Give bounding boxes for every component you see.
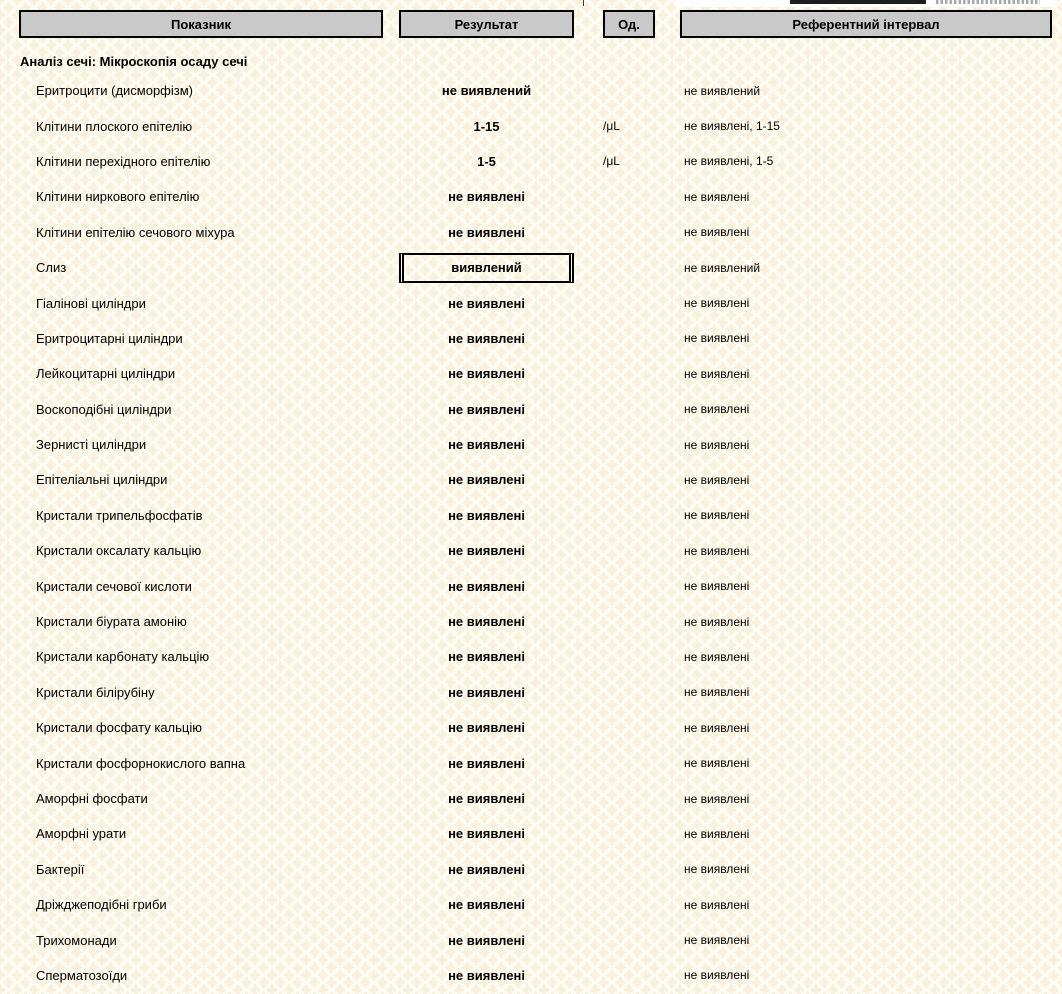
table-row [19, 710, 1052, 745]
row-result: не виявлені [448, 932, 525, 948]
row-indicator: Гіалінові циліндри [36, 295, 146, 311]
table-row [19, 887, 1052, 922]
row-indicator: Зернисті циліндри [36, 437, 147, 453]
row-reference: не виявлені [684, 296, 750, 311]
row-reference: не виявлені [684, 579, 750, 594]
table-row [19, 675, 1052, 710]
row-result: не виявлені [448, 507, 525, 523]
row-reference: не виявлені [684, 649, 750, 664]
column-header-unit: Од. [603, 10, 655, 38]
row-reference: не виявлені [684, 225, 750, 240]
row-result: не виявлені [448, 897, 525, 913]
row-reference: не виявлені [684, 189, 750, 204]
row-reference: не виявлені [684, 331, 750, 346]
row-result: виявлений [399, 253, 574, 283]
row-reference: не виявлені [684, 543, 750, 558]
row-result: не виявлений [441, 83, 532, 99]
row-indicator: Лейкоцитарні циліндри [36, 366, 176, 382]
row-unit: /μL [603, 154, 620, 169]
table-body [0, 73, 1062, 993]
row-reference: не виявлені [684, 826, 750, 841]
row-indicator: Кристали фосфату кальцію [36, 720, 202, 736]
table-row [19, 816, 1052, 851]
row-indicator: Воскоподібні циліндри [36, 401, 172, 417]
row-reference: не виявлений [684, 260, 761, 275]
row-indicator: Слиз [36, 260, 67, 276]
row-result: 1-15 [473, 118, 500, 134]
table-row [19, 781, 1052, 816]
row-reference: не виявлені [684, 862, 750, 877]
table-row [19, 356, 1052, 391]
row-result: не виявлені [448, 755, 525, 771]
row-reference: не виявлені [684, 933, 750, 948]
row-result: не виявлені [448, 543, 525, 559]
row-indicator: Кристали карбонату кальцію [36, 649, 210, 665]
row-indicator: Клітини ниркового епітелію [36, 189, 200, 205]
section-title: Аналіз сечі: Мікроскопія осаду сечі [20, 54, 248, 69]
column-header-result: Результат [399, 10, 574, 38]
table-row [19, 392, 1052, 427]
table-row [19, 745, 1052, 780]
table-row [19, 285, 1052, 320]
row-reference: не виявлені [684, 685, 750, 700]
row-reference: не виявлені [684, 756, 750, 771]
row-indicator: Кристали біурата амонію [36, 614, 187, 630]
table-row [19, 427, 1052, 462]
row-indicator: Епітеліальні циліндри [36, 472, 168, 488]
row-reference: не виявлені [684, 402, 750, 417]
row-indicator: Аморфні фосфати [36, 791, 148, 806]
row-result: не виявлені [448, 967, 525, 983]
table-row [19, 108, 1052, 143]
column-header-indicator: Показник [19, 10, 383, 38]
row-reference: не виявлені [684, 968, 750, 983]
cutoff-legend-caption-text [936, 0, 1040, 4]
cutoff-top-strip [0, 0, 1062, 8]
row-indicator: Кристали трипельфосфатів [36, 507, 203, 523]
table-row [19, 73, 1052, 108]
row-result: не виявлені [448, 295, 525, 311]
row-result: не виявлені [448, 472, 525, 488]
row-indicator: Дріжджеподібні гриби [36, 897, 167, 913]
row-reference: не виявлені [684, 614, 750, 629]
table-row [19, 922, 1052, 957]
row-result: не виявлені [448, 720, 525, 736]
row-indicator: Кристали сечової кислоти [36, 578, 192, 594]
table-row [19, 568, 1052, 603]
row-result: не виявлені [448, 366, 525, 382]
column-header-reference: Референтний інтервал [680, 10, 1052, 38]
row-unit: /μL [603, 119, 620, 134]
row-reference: не виявлені [684, 720, 750, 735]
row-reference: не виявлені [684, 437, 750, 452]
cutoff-legend-bar [790, 0, 926, 4]
row-result: не виявлені [448, 791, 525, 806]
row-indicator: Сперматозоїди [36, 967, 128, 983]
row-indicator: Аморфні урати [36, 826, 127, 842]
row-result: не виявлені [448, 861, 525, 877]
table-row [19, 144, 1052, 179]
row-indicator: Клітини перехідного епітелію [36, 153, 211, 169]
table-row [19, 533, 1052, 568]
table-row [19, 321, 1052, 356]
row-indicator: Клітини епітелію сечового міхура [36, 224, 235, 240]
row-result: не виявлені [448, 614, 525, 630]
row-indicator: Еритроцитарні циліндри [36, 330, 183, 346]
table-row [19, 958, 1052, 993]
row-result: не виявлені [448, 224, 525, 240]
row-result: не виявлені [448, 437, 525, 453]
row-indicator: Бактерії [36, 861, 85, 877]
table-row [19, 250, 1052, 285]
cutoff-column-divider [583, 0, 584, 6]
row-result: не виявлені [448, 826, 525, 842]
table-row [19, 215, 1052, 250]
row-reference: не виявлені, 1-5 [684, 154, 774, 169]
row-indicator: Кристали оксалату кальцію [36, 543, 202, 559]
table-row [19, 639, 1052, 674]
row-reference: не виявлений [684, 83, 761, 98]
table-row [19, 852, 1052, 887]
row-reference: не виявлені [684, 791, 750, 806]
row-result: не виявлені [448, 330, 525, 346]
row-indicator: Кристали фосфорнокислого вапна [36, 755, 246, 771]
row-reference: не виявлені [684, 366, 750, 381]
table-row [19, 179, 1052, 214]
row-indicator: Клітини плоского епітелію [36, 118, 193, 134]
row-reference: не виявлені, 1-15 [684, 119, 780, 134]
row-result: не виявлені [448, 578, 525, 594]
row-indicator: Кристали білірубіну [36, 684, 155, 700]
row-indicator: Трихомонади [36, 932, 117, 948]
row-reference: не виявлені [684, 897, 750, 912]
row-result: 1-5 [477, 153, 496, 169]
row-reference: не виявлені [684, 472, 750, 487]
table-row [19, 498, 1052, 533]
table-header-row [19, 10, 1052, 38]
row-result: не виявлені [448, 189, 525, 205]
row-result: не виявлені [448, 649, 525, 665]
table-row [19, 462, 1052, 497]
row-result: не виявлені [448, 401, 525, 417]
row-result: не виявлені [448, 684, 525, 700]
row-indicator: Еритроцити (дисморфізм) [36, 83, 193, 99]
table-row [19, 604, 1052, 639]
row-reference: не виявлені [684, 508, 750, 523]
